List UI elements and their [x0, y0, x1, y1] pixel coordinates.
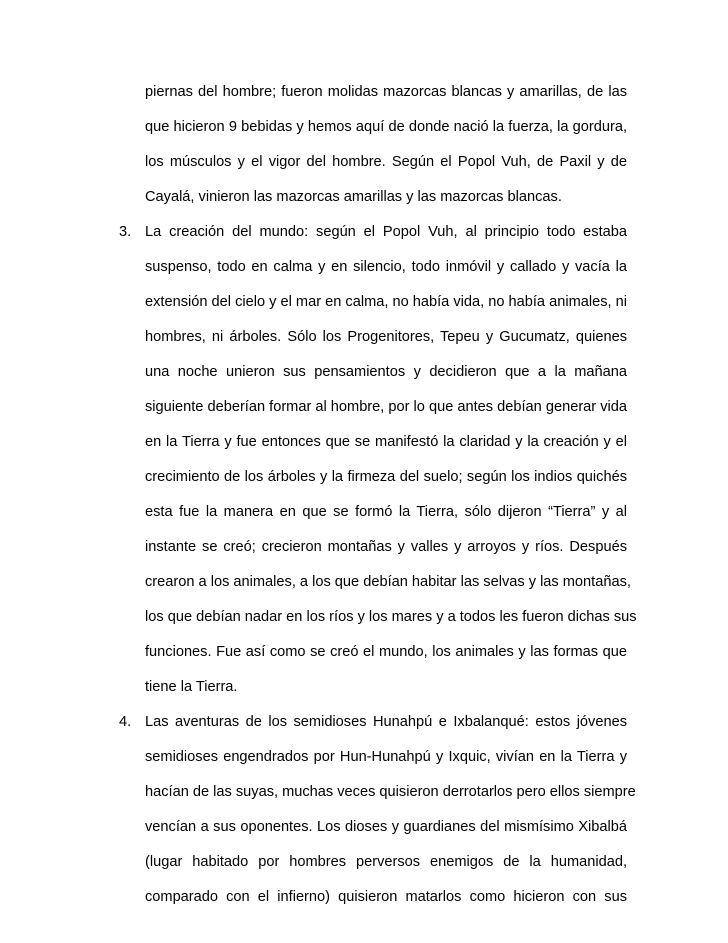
- text-line: instante se creó; crecieron montañas y valles y arroyos y ríos. Después: [145, 539, 627, 555]
- text-line: crearon a los animales, a los que debían habitar las selvas y las montañas,: [145, 574, 631, 590]
- text-line: piernas del hombre; fueron molidas mazorcas blancas y amarillas, de las: [145, 84, 627, 100]
- text-line: extensión del cielo y el mar en calma, no había vida, no había animales, ni: [145, 294, 627, 310]
- text-line: siguiente deberían formar al hombre, por lo que antes debían generar vida: [145, 399, 627, 415]
- text-line: (lugar habitado por hombres perversos enemigos de la humanidad,: [145, 854, 627, 870]
- text-line: los músculos y el vigor del hombre. Según el Popol Vuh, de Paxil y de: [145, 154, 627, 170]
- text-line: Las aventuras de los semidioses Hunahpú e Ixbalanqué: estos jóvenes: [145, 714, 627, 730]
- text-line: crecimiento de los árboles y la firmeza del suelo; según los indios quichés: [145, 469, 627, 485]
- text-line: en la Tierra y fue entonces que se manifestó la claridad y la creación y el: [145, 434, 627, 450]
- text-line: que hicieron 9 bebidas y hemos aquí de donde nació la fuerza, la gordura,: [145, 119, 627, 135]
- text-line: semidioses engendrados por Hun-Hunahpú y Ixquic, vivían en la Tierra y: [145, 749, 627, 765]
- text-line: hacían de las suyas, muchas veces quisieron derrotarlos pero ellos siempre: [145, 784, 636, 800]
- list-number: 4.: [119, 714, 132, 730]
- text-line: los que debían nadar en los ríos y los mares y a todos les fueron dichas sus: [145, 609, 637, 625]
- list-number: 3.: [119, 224, 132, 240]
- text-line: comparado con el infierno) quisieron matarlos como hicieron con sus: [145, 889, 627, 905]
- text-line: tiene la Tierra.: [145, 679, 238, 695]
- text-line: vencían a sus oponentes. Los dioses y guardianes del mismísimo Xibalbá: [145, 819, 627, 835]
- text-line: una noche unieron sus pensamientos y decidieron que a la mañana: [145, 364, 627, 380]
- text-line: La creación del mundo: según el Popol Vuh, al principio todo estaba: [145, 224, 627, 240]
- text-line: hombres, ni árboles. Sólo los Progenitores, Tepeu y Gucumatz, quienes: [145, 329, 627, 345]
- text-line: Cayalá, vinieron las mazorcas amarillas y las mazorcas blancas.: [145, 189, 562, 205]
- text-line: funciones. Fue así como se creó el mundo, los animales y las formas que: [145, 644, 627, 660]
- text-line: suspenso, todo en calma y en silencio, todo inmóvil y callado y vacía la: [145, 259, 627, 275]
- text-line: esta fue la manera en que se formó la Tierra, sólo dijeron “Tierra” y al: [145, 504, 627, 520]
